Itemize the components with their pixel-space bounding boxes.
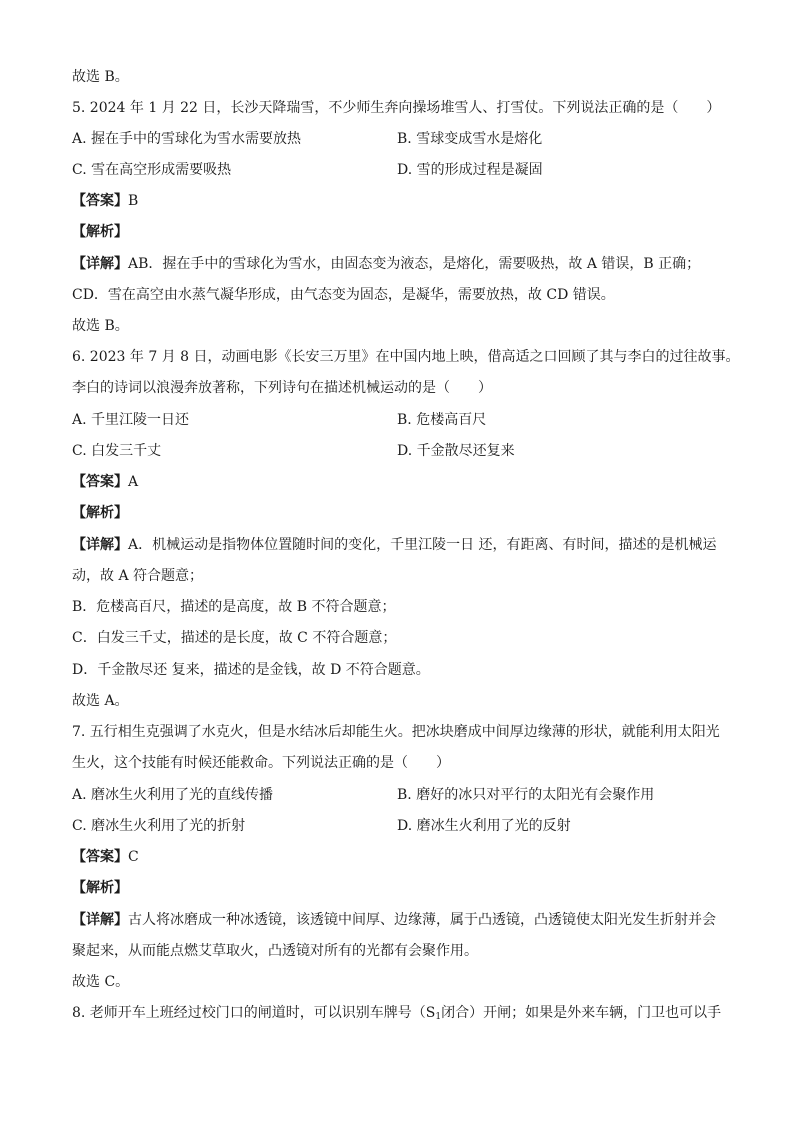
q5-answer-tag: 【答案】 <box>72 193 128 209</box>
q7-analysis-tag: 【解析】 <box>72 880 128 896</box>
q6-detail-line-2: 动，故 A 符合题意； <box>72 568 204 584</box>
q7-option-c: C. 磨冰生火利用了光的折射 <box>72 818 246 834</box>
q6-stem-1: 6. 2023 年 7 月 8 日，动画电影《长安三万里》在中国内地上映，借高适之口回顾了其与李白的过往故事。 <box>72 349 740 365</box>
q8-stem <box>72 1004 721 1026</box>
q7-stem-2: 生火，这个技能有时候还能救命。下列说法正确的是（ ） <box>72 755 450 771</box>
q7-option-d: D. 磨冰生火利用了光的反射 <box>397 818 571 834</box>
q6-option-b: B. 危楼高百尺 <box>397 412 487 428</box>
q5-stem: 5. 2024 年 1 月 22 日，长沙天降瑞雪，不少师生奔向操场堆雪人、打雪仗。下列说法正确的是（ ） <box>72 100 721 116</box>
q6-detail-line-3: B．危楼高百尺，描述的是高度，故 B 不符合题意； <box>72 599 396 615</box>
q4-conclusion: 故选 B。 <box>72 69 129 85</box>
q7-detail-text-1: 古人将冰磨成一种冰透镜，该透镜中间厚、边缘薄，属于凸透镜，凸透镜使太阳光发生折射并会 <box>128 912 716 928</box>
q7-stem-1: 7. 五行相生克强调了水克火，但是水结冰后却能生火。把冰块磨成中间厚边缘薄的形状，就能利用太阳光 <box>72 724 720 740</box>
q5-analysis-tag: 【解析】 <box>72 224 128 240</box>
q5-option-a: A. 握在手中的雪球化为雪水需要放热 <box>72 131 302 147</box>
q6-detail-line-4: C．白发三千丈，描述的是长度，故 C 不符合题意； <box>72 630 397 646</box>
q8-stem-subscript: 1 <box>435 1012 442 1022</box>
q5-answer-value: B <box>128 193 139 209</box>
q5-conclusion: 故选 B。 <box>72 318 129 334</box>
q5-detail-line-1 <box>72 255 700 273</box>
q6-answer-value: A <box>128 474 139 490</box>
q6-detail-line-1 <box>72 536 717 554</box>
q5-detail-tag: 【详解】 <box>72 256 128 272</box>
q6-option-d: D. 千金散尽还复来 <box>397 443 515 459</box>
q7-answer-value: C <box>128 849 139 865</box>
q5-option-c: C. 雪在高空形成需要吸热 <box>72 162 232 178</box>
q7-answer-line <box>72 848 139 866</box>
q5-answer-line <box>72 192 138 210</box>
q5-option-d: D. 雪的形成过程是凝固 <box>397 162 543 178</box>
q6-detail-text-1: A．机械运动是指物体位置随时间的变化，千里江陵一日 还，有距离、有时间，描述的是机械运 <box>128 537 717 553</box>
q7-option-b: B. 磨好的冰只对平行的太阳光有会聚作用 <box>397 787 655 803</box>
q6-conclusion: 故选 A。 <box>72 693 129 709</box>
q5-option-b: B. 雪球变成雪水是熔化 <box>397 131 543 147</box>
q8-stem-pre: 8. 老师开车上班经过校门口的闸道时，可以识别车牌号（S <box>72 1005 436 1021</box>
q6-option-c: C. 白发三千丈 <box>72 443 162 459</box>
q7-detail-line-2: 聚起来，从而能点燃艾草取火，凸透镜对所有的光都有会聚作用。 <box>72 943 478 959</box>
q7-detail-tag: 【详解】 <box>72 912 128 928</box>
q7-conclusion: 故选 C。 <box>72 974 130 990</box>
q6-detail-line-5: D．千金散尽还 复来，描述的是金钱，故 D 不符合题意。 <box>72 662 430 678</box>
q5-detail-text-1: AB．握在手中的雪球化为雪水，由固态变为液态，是熔化，需要吸热，故 A 错误，B 正确； <box>128 256 701 272</box>
q6-option-a: A. 千里江陵一日还 <box>72 412 190 428</box>
q6-answer-line <box>72 473 138 491</box>
q6-detail-tag: 【详解】 <box>72 537 128 553</box>
q6-answer-tag: 【答案】 <box>72 474 128 490</box>
q7-option-a: A. 磨冰生火利用了光的直线传播 <box>72 787 274 803</box>
q6-stem-2: 李白的诗词以浪漫奔放著称，下列诗句在描述机械运动的是（ ） <box>72 380 492 396</box>
q5-detail-line-2: CD．雪在高空由水蒸气凝华形成，由气态变为固态，是凝华，需要放热，故 CD 错误。 <box>72 287 615 303</box>
q6-analysis-tag: 【解析】 <box>72 505 128 521</box>
q7-answer-tag: 【答案】 <box>72 849 128 865</box>
q7-detail-line-1 <box>72 911 716 929</box>
q8-stem-post: 闭合）开闸；如果是外来车辆，门卫也可以手 <box>441 1005 722 1021</box>
